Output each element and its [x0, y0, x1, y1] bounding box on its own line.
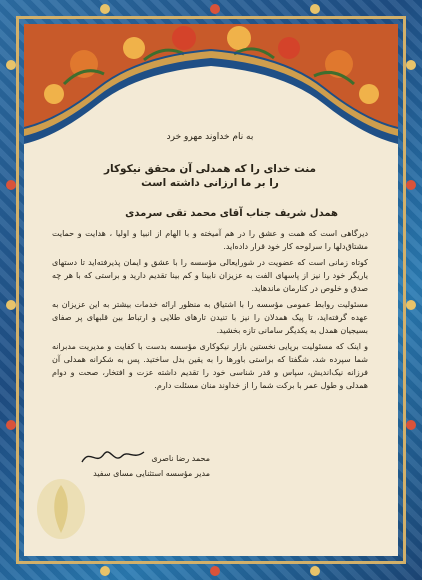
signer-title: مدیر مؤسسه استثنایی مسای سفید: [93, 469, 210, 478]
paragraph: دیرگاهی است که همت و عشق را در هم آمیخته و با الهام از انبیا و اولیا ، هدایت و حمایت مشتاق‌دلها را سرلوحه کار خود قرار داده‌اید.: [52, 229, 368, 251]
basmala: به نام خداوند مهرو خرد: [166, 132, 254, 142]
border-ornament: [6, 60, 16, 70]
border-ornament: [100, 566, 110, 576]
border-ornament: [6, 180, 16, 190]
border-ornament: [406, 300, 416, 310]
opening-line-1: منت خدای را که همدلی آن محقق نیکوکار: [103, 163, 317, 175]
paragraph: مسئولیت روابط عمومی مؤسسه را با اشتیاق به منظور ارائه خدمات بیشتر به این عزیزان به عهده گرفته‌اید، تا پیک همدلان را نیز با تنیدن تارهای طلایی و ارتباط بین قلبهای پر صفای بسیجیان همدل به یکدیگر سامانی تازه بخشید.: [52, 300, 368, 335]
border-ornament: [6, 420, 16, 430]
border-ornament: [310, 566, 320, 576]
paragraph: و اینک که مسئولیت برپایی نخستین بازار نیکوکاری مؤسسه بدست با کفایت و مدیریت مدبرانه شما سپرده شد، شگفتا که براستی باورها را به یقین بدل ساختید. پس به شکرانه همدلی آن فرزانه نیک‌اندیش، سپاس و قدر شناسی خود را تقدیم داشته عزت و افتخار، صحت و دوام همدلی و طول عمر با برکت شما را از خداوند منان مسئلت دارم.: [52, 342, 368, 390]
border-ornament: [406, 420, 416, 430]
paragraph: کوتاه زمانی است که عضویت در شورایعالی مؤسسه را با عشق و ایمان پذیرفته‌اید تا دستهای یاریگر خود را نیز از پاسهای الفت به عزیزان نابینا و کم بینا تقدیم دارید و براستی که با هر چه صدق و خلوص در کنارمان ماندهاید.: [52, 258, 368, 293]
opening-line-2: را بر ما ارزانی داشته است: [141, 177, 279, 189]
opening-line: [52, 162, 368, 190]
border-ornament: [406, 60, 416, 70]
letter-body: [52, 132, 368, 395]
border-ornament: [6, 300, 16, 310]
border-ornament: [210, 4, 220, 14]
border-ornament: [406, 180, 416, 190]
addressee: همدل شریف جناب آقای محمد تقی سرمدی: [125, 208, 338, 219]
border-ornament: [310, 4, 320, 14]
institute-logo-watermark: [34, 475, 88, 543]
border-ornament: [100, 4, 110, 14]
border-ornament: [210, 566, 220, 576]
signer-name: محمد رضا ناصری: [151, 454, 210, 463]
